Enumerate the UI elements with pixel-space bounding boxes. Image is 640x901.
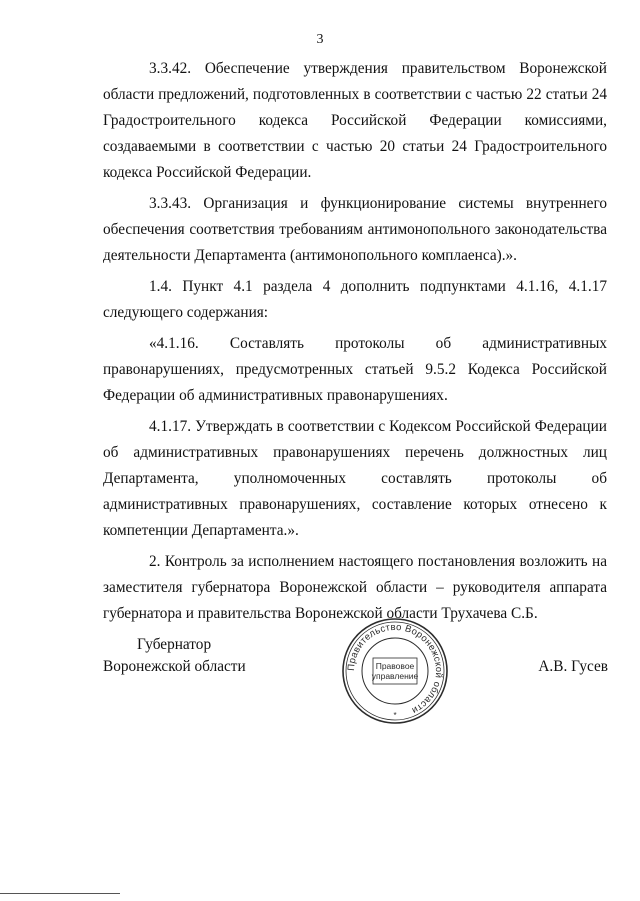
- paragraph-1-4: 1.4. Пункт 4.1 раздела 4 дополнить подпунктами 4.1.16, 4.1.17 следующего содержания:: [103, 278, 607, 321]
- signer-title: [103, 634, 253, 678]
- document-body: [103, 56, 607, 632]
- official-stamp: [340, 616, 450, 726]
- signature-block: [0, 621, 640, 724]
- stamp-ring-text: Правительство Воронежской области: [345, 621, 445, 716]
- paragraph-4-1-16: «4.1.16. Составлять протоколы об административных правонарушениях, предусмотренных статьей 9.5.2 Кодекса Российской Федерации об административных правонарушениях.: [103, 335, 607, 404]
- signer-position: Губернатор: [137, 636, 212, 653]
- stamp-inner-line1: Правовое: [375, 661, 415, 671]
- paragraph-2: 2. Контроль за исполнением настоящего постановления возложить на заместителя губернатора Воронежской области – руководителя аппарата губернатора и правительства Воронежской области Трухачева С.Б.: [103, 553, 607, 622]
- paragraph-3-3-43: 3.3.43. Организация и функционирование системы внутреннего обеспечения соответствия требованиям антимонопольного законодательства деятельности Департамента (антимонопольного комплаенса).».: [103, 195, 607, 264]
- page-number: 3: [316, 32, 324, 47]
- paragraph-4-1-17: 4.1.17. Утверждать в соответствии с Кодексом Российской Федерации об административных правонарушениях перечень должностных лиц Департамента, уполномоченных составлять протоколы об административных правонарушениях, составление которых отнесено к компетенции Департамента.».: [103, 418, 607, 539]
- signer-name: А.В. Гусев: [538, 658, 608, 675]
- stamp-star-icon: *: [393, 711, 397, 720]
- paragraph-3-3-42: 3.3.42. Обеспечение утверждения правительством Воронежской области предложений, подготовленных в соответствии с частью 22 статьи 24 Градостроительного кодекса Российской Федерации комиссиями, создаваемыми в соответствии с частью 20 статьи 24 Градостроительного кодекса Российской Федерации.: [103, 60, 607, 181]
- footer-divider: [0, 893, 120, 894]
- stamp-inner-line2: управление: [371, 671, 419, 681]
- signer-region: Воронежской области: [103, 658, 246, 675]
